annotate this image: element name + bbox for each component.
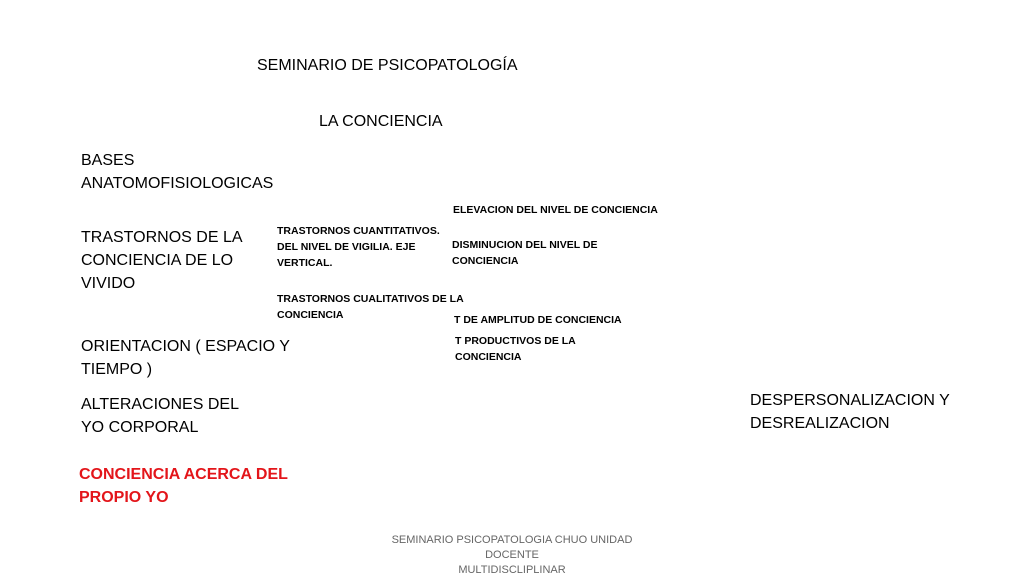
trastornos-conciencia-vivido-text: TRASTORNOS DE LA CONCIENCIA DE LO VIVIDO: [81, 229, 243, 292]
orientacion-text: ORIENTACION ( ESPACIO Y TIEMPO ): [81, 338, 290, 378]
slide-subtitle: LA CONCIENCIA: [319, 113, 443, 130]
disminucion-nivel-text: DISMINUCION DEL NIVEL DE CONCIENCIA: [452, 239, 598, 267]
slide-footer: SEMINARIO PSICOPATOLOGIA CHUO UNIDAD DOCENTE MULTIDISCLIPLINAR: [391, 534, 633, 576]
alteraciones-yo-corporal-text: ALTERACIONES DEL YO CORPORAL: [81, 396, 239, 436]
elevacion-nivel-text: ELEVACION DEL NIVEL DE CONCIENCIA: [453, 204, 658, 216]
trastornos-cualitativos-text: TRASTORNOS CUALITATIVOS DE LA CONCIENCIA: [277, 293, 464, 321]
trastornos-cuantitativos-text: TRASTORNOS CUANTITATIVOS. DEL NIVEL DE VIGILIA. EJE VERTICAL.: [277, 225, 440, 269]
productivos-conciencia-text: T PRODUCTIVOS DE LA CONCIENCIA: [455, 335, 576, 363]
slide-title: SEMINARIO DE PSICOPATOLOGÍA: [257, 57, 518, 74]
amplitud-conciencia-text: T DE AMPLITUD DE CONCIENCIA: [454, 314, 622, 326]
despersonalizacion-text: DESPERSONALIZACION Y DESREALIZACION: [750, 392, 950, 432]
conciencia-propio-yo-text: CONCIENCIA ACERCA DEL PROPIO YO: [79, 466, 288, 506]
bases-anatomofisiologicas-text: BASES ANATOMOFISIOLOGICAS: [81, 152, 274, 192]
